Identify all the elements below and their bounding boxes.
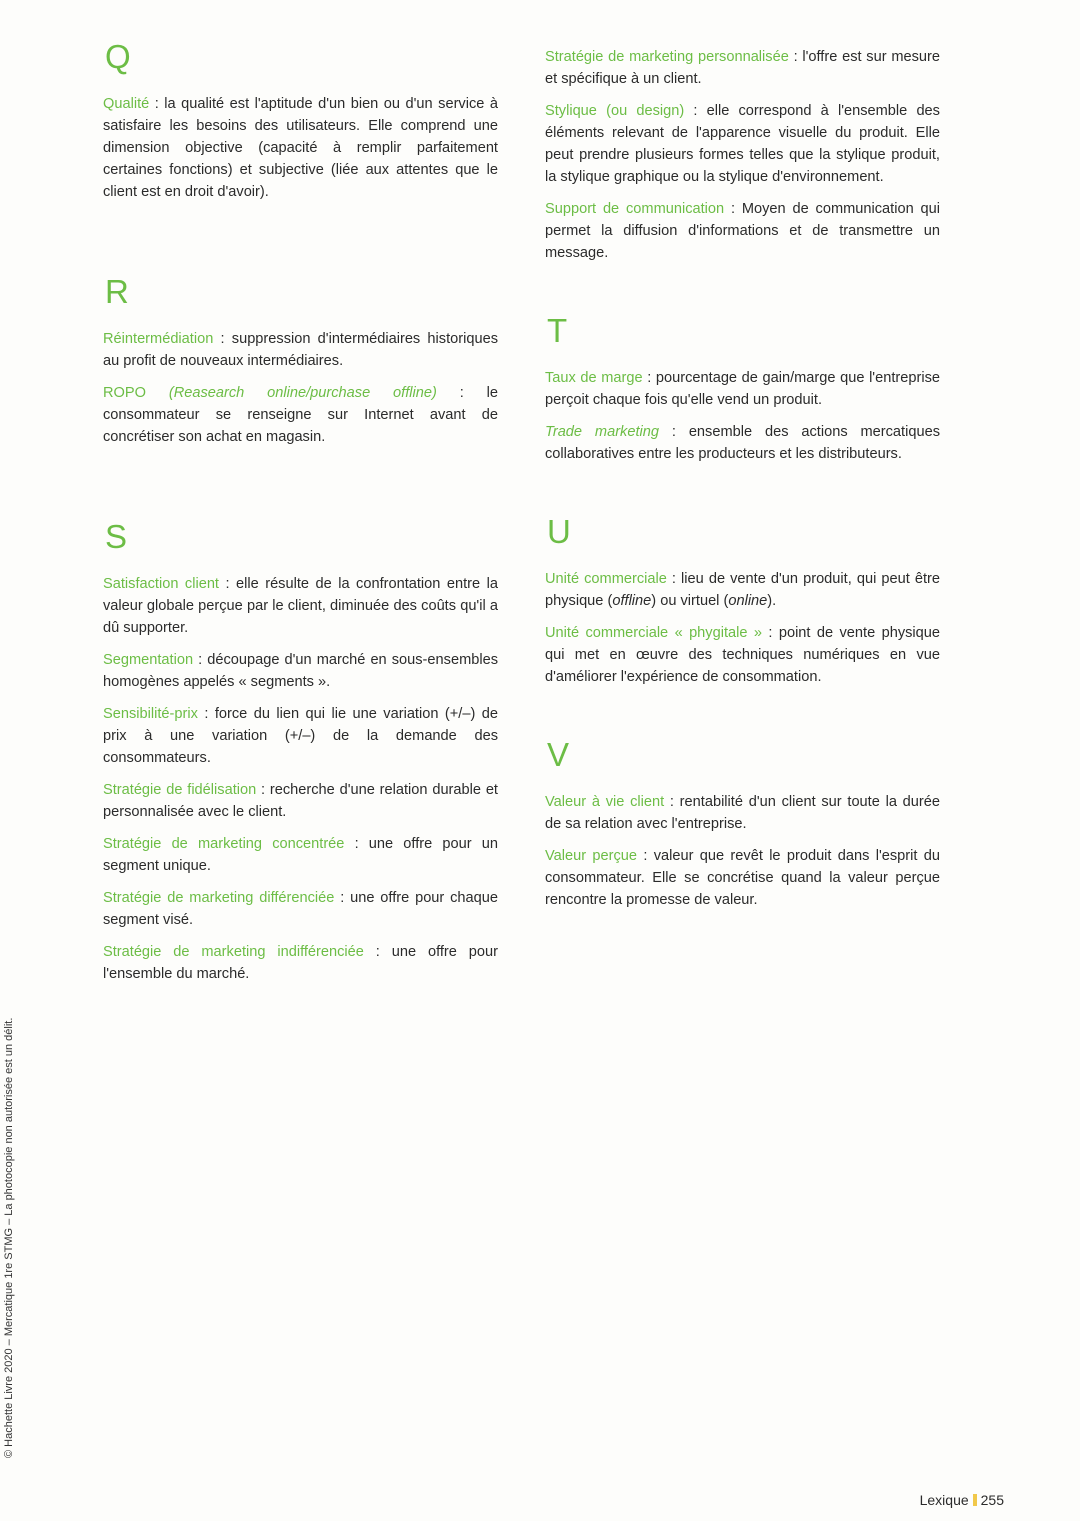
copyright-note: © Hachette Livre 2020 – Mercatique 1re STMG – La photocopie non autorisée est un délit. bbox=[3, 1017, 15, 1458]
entry-trade-marketing bbox=[545, 421, 940, 465]
entry-sensibilite-prix bbox=[103, 703, 498, 769]
entry-qualite bbox=[103, 93, 498, 203]
term: Unité commerciale « phygitale » bbox=[545, 625, 762, 641]
letter-heading-u: U bbox=[547, 513, 571, 550]
entry-valeur-a-vie-client bbox=[545, 791, 940, 835]
definition: : le consommateur se renseigne sur Internet avant de concrétiser son achat en magasin. bbox=[103, 385, 499, 445]
definition: ) ou virtuel ( bbox=[651, 593, 729, 609]
entry-taux-de-marge bbox=[545, 367, 940, 411]
term: Stylique (ou design) bbox=[545, 103, 685, 119]
term: Stratégie de marketing personnalisée bbox=[545, 49, 789, 65]
entry-segmentation bbox=[103, 649, 498, 693]
definition: : elle résulte de la confrontation entre la valeur globale perçue par le client, diminuée des coûts qu'il a dû supporter. bbox=[103, 576, 498, 636]
entry-strategie-fidelisation bbox=[103, 779, 498, 823]
definition-italic: offline bbox=[612, 593, 652, 609]
entry-valeur-percue bbox=[545, 845, 940, 911]
entry-strategie-differenciee bbox=[103, 887, 498, 931]
entry-support-communication bbox=[545, 198, 940, 264]
definition: : une offre pour un segment unique. bbox=[103, 836, 498, 874]
term-italic: (Reasearch online/purchase offline) bbox=[168, 385, 437, 401]
term: Stratégie de fidélisation bbox=[103, 782, 257, 798]
definition: : rentabilité d'un client sur toute la durée de sa relation avec l'entreprise. bbox=[545, 794, 940, 832]
entry-strategie-concentree bbox=[103, 833, 498, 877]
term: Satisfaction client bbox=[103, 576, 219, 592]
entry-strategie-indifferenciee bbox=[103, 941, 498, 985]
definition: : Moyen de communication qui permet la diffusion d'informations et de transmettre un message. bbox=[545, 201, 941, 261]
definition: : point de vente physique qui met en œuvre des techniques numériques en vue d'améliorer l'expérience de consommation. bbox=[545, 625, 940, 685]
term: Stratégie de marketing indifférenciée bbox=[103, 944, 364, 960]
term: Trade marketing bbox=[545, 424, 659, 440]
term: Stratégie de marketing concentrée bbox=[103, 836, 345, 852]
term: Taux de marge bbox=[545, 370, 643, 386]
term: Stratégie de marketing différenciée bbox=[103, 890, 335, 906]
definition: : la qualité est l'aptitude d'un bien ou d'un service à satisfaire les besoins des utilisateurs. Elle comprend une dimension objective (capacité à remplir parfaitement certaines fonctions) et subjective (liée aux attentes que le client est en droit d'avoir). bbox=[103, 96, 498, 200]
term: Valeur à vie client bbox=[545, 794, 665, 810]
letter-heading-q: Q bbox=[105, 38, 131, 75]
entry-stylique bbox=[545, 100, 940, 188]
definition: : suppression d'intermédiaires historiques au profit de nouveaux intermédiaires. bbox=[103, 331, 498, 369]
footer-separator-bar bbox=[973, 1494, 977, 1506]
letter-heading-t: T bbox=[547, 312, 568, 349]
term: ROPO bbox=[103, 385, 169, 401]
term: Réintermédiation bbox=[103, 331, 214, 347]
definition: : force du lien qui lie une variation (+/–) de prix à une variation (+/–) de la demande des consommateurs. bbox=[103, 706, 498, 766]
letter-heading-s: S bbox=[105, 518, 128, 555]
page-footer bbox=[920, 1492, 1004, 1508]
definition: : elle correspond à l'ensemble des éléments relevant de l'apparence visuelle du produit. Elle peut prendre plusieurs formes telles que la stylique produit, la stylique graphique ou la stylique d'environnement. bbox=[545, 103, 940, 185]
page-number: 255 bbox=[980, 1492, 1004, 1508]
definition: : l'offre est sur mesure et spécifique à un client. bbox=[545, 49, 940, 87]
definition: : ensemble des actions mercatiques collaboratives entre les producteurs et les distributeurs. bbox=[545, 424, 940, 462]
entry-reintermediation bbox=[103, 328, 498, 372]
entry-unite-commerciale bbox=[545, 568, 940, 612]
entry-ropo bbox=[103, 382, 498, 448]
letter-heading-v: V bbox=[547, 736, 570, 773]
entry-unite-phygitale bbox=[545, 622, 940, 688]
term: Segmentation bbox=[103, 652, 194, 668]
definition: : découpage d'un marché en sous-ensembles homogènes appelés « segments ». bbox=[103, 652, 498, 690]
term: Unité commerciale bbox=[545, 571, 667, 587]
definition: : une offre pour l'ensemble du marché. bbox=[103, 944, 498, 982]
definition: ). bbox=[767, 593, 777, 609]
term: Support de communication bbox=[545, 201, 725, 217]
definition: : recherche d'une relation durable et personnalisée avec le client. bbox=[103, 782, 498, 820]
definition-italic: online bbox=[728, 593, 768, 609]
definition: : pourcentage de gain/marge que l'entreprise perçoit chaque fois qu'elle vend un produit. bbox=[545, 370, 940, 408]
footer-section-label: Lexique bbox=[919, 1492, 969, 1508]
definition: : une offre pour chaque segment visé. bbox=[103, 890, 498, 928]
term: Qualité bbox=[103, 96, 150, 112]
definition: : valeur que revêt le produit dans l'esprit du consommateur. Elle se concrétise quand la valeur perçue rencontre la promesse de valeur. bbox=[545, 848, 941, 908]
term: Sensibilité-prix bbox=[103, 706, 198, 722]
definition: : lieu de vente d'un produit, qui peut être physique ( bbox=[545, 571, 940, 609]
right-column bbox=[545, 46, 940, 921]
entry-strategie-personnalisee bbox=[545, 46, 940, 90]
term: Valeur perçue bbox=[545, 848, 638, 864]
entry-satisfaction-client bbox=[103, 573, 498, 639]
left-column bbox=[103, 40, 498, 995]
letter-heading-r: R bbox=[105, 273, 129, 310]
